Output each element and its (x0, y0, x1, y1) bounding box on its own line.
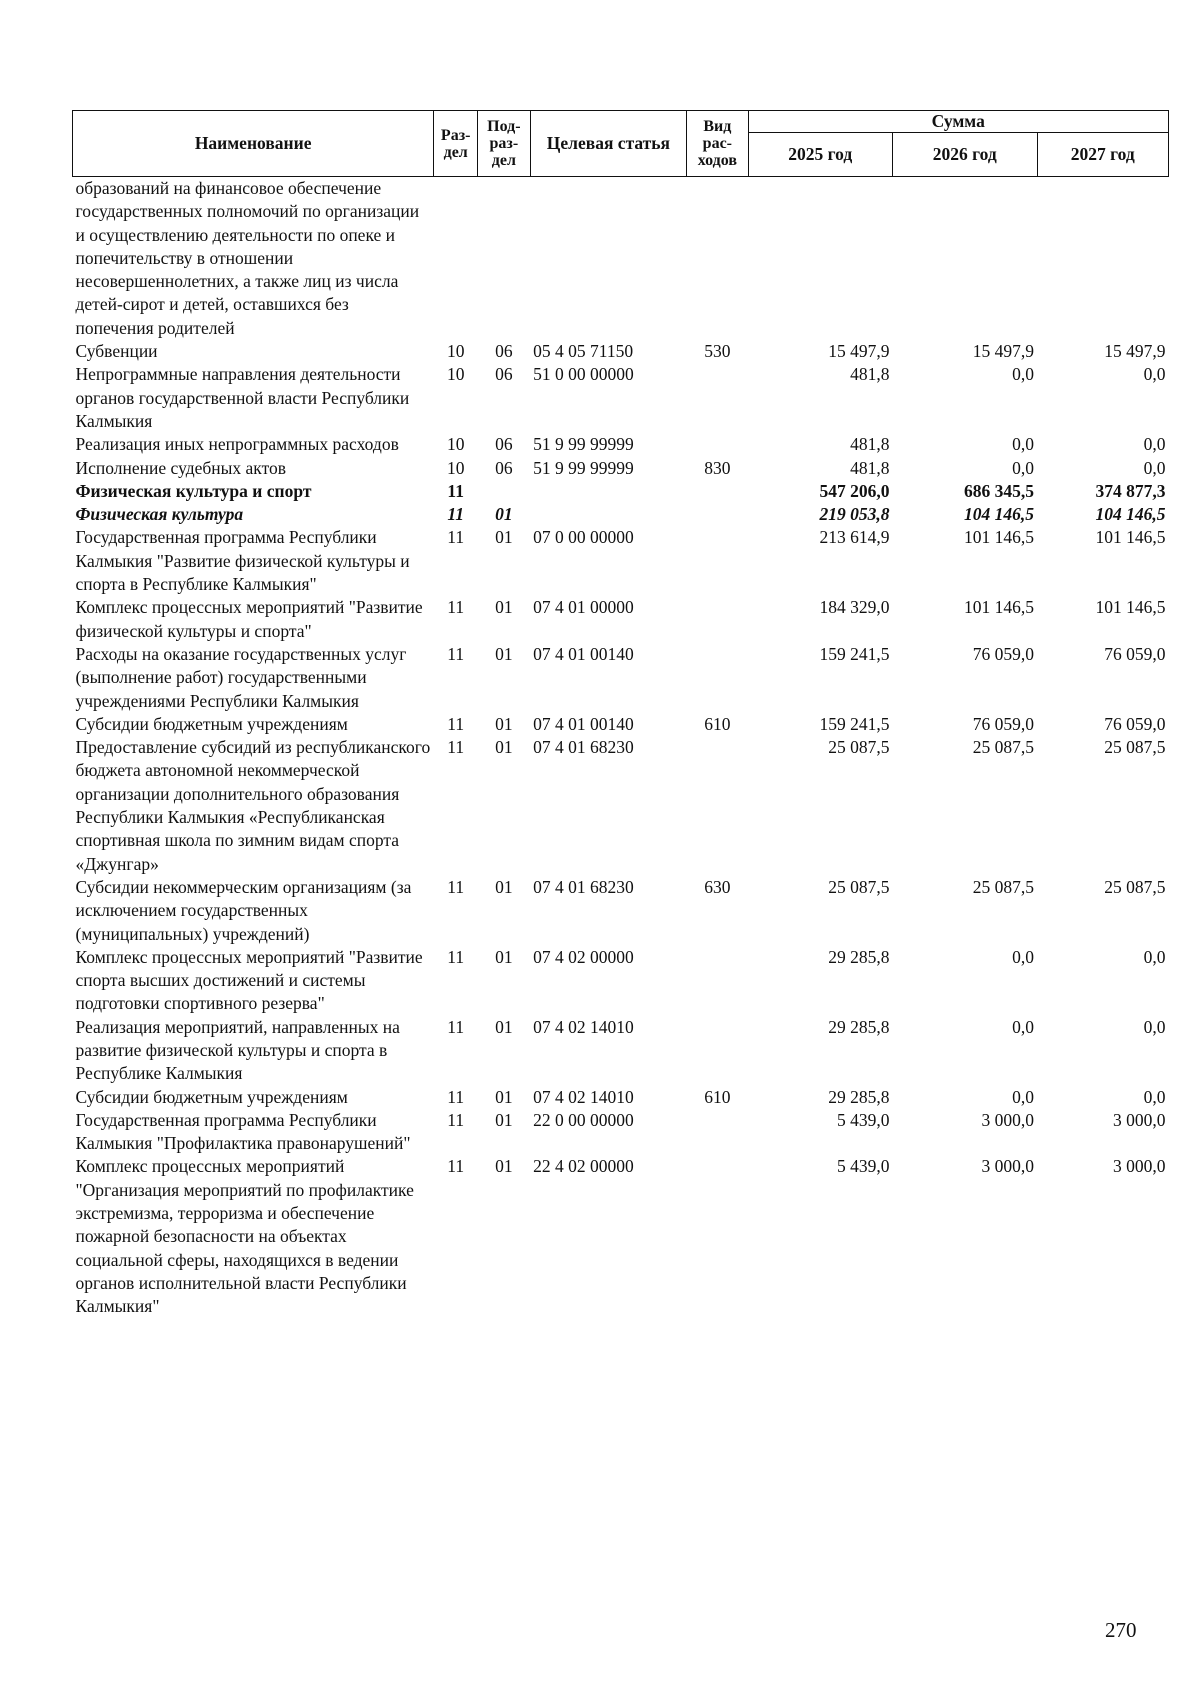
cell-2027: 0,0 (1143, 457, 1166, 478)
cell-vid: 610 (704, 713, 731, 734)
table-row (73, 363, 1169, 433)
cell-target: 22 0 00 00000 (533, 1109, 634, 1130)
cell-razdel: 11 (447, 737, 465, 758)
cell-vid (687, 946, 748, 1016)
cell-2026: 3 000,0 (981, 1156, 1035, 1177)
cell-target: 51 0 00 00000 (533, 364, 634, 385)
cell-2026: 76 059,0 (972, 713, 1035, 734)
cell-2027: 76 059,0 (1104, 643, 1166, 664)
cell-vid (687, 433, 748, 456)
cell-name: Предоставление субсидий из республиканского бюджета автономной некоммерческой организации дополнительного образования Республики Калмыкия «Республиканская спортивная школа по зимним видам спорта «Джунгар» (75, 737, 431, 874)
cell-2027: 101 146,5 (1095, 527, 1166, 548)
cell-razdel: 11 (447, 527, 465, 548)
cell-2026: 25 087,5 (972, 737, 1035, 758)
header-2025: 2025 год (748, 133, 893, 177)
cell-razdel: 11 (447, 946, 465, 967)
cell-2026: 0,0 (1012, 1016, 1035, 1037)
cell-2026: 0,0 (1012, 1086, 1035, 1107)
cell-razdel: 10 (446, 457, 465, 478)
cell-2026: 101 146,5 (964, 527, 1035, 548)
table-row (73, 340, 1169, 363)
cell-2026: 686 345,5 (964, 480, 1035, 501)
cell-vid (687, 503, 748, 526)
cell-razdel: 11 (447, 1156, 465, 1177)
header-name: Наименование (73, 111, 434, 177)
cell-podrazdel: 06 (495, 364, 513, 385)
cell-name: Реализация иных непрограммных расходов (75, 434, 399, 455)
table-row (73, 1155, 1169, 1318)
cell-name: Физическая культура (75, 504, 244, 525)
cell-2025: 159 241,5 (819, 643, 890, 664)
cell-podrazdel: 01 (495, 1016, 513, 1037)
cell-target: 07 4 01 68230 (533, 876, 634, 897)
header-2026: 2026 год (893, 133, 1038, 177)
table-row (73, 526, 1169, 596)
cell-target: 51 9 99 99999 (533, 457, 634, 478)
cell-vid (687, 363, 748, 433)
cell-target: 51 9 99 99999 (533, 434, 634, 455)
cell-name: Субвенции (75, 341, 158, 362)
cell-razdel (434, 177, 478, 341)
cell-2027: 374 877,3 (1095, 480, 1166, 501)
cell-2025: 481,8 (850, 457, 890, 478)
cell-2026: 25 087,5 (972, 876, 1035, 897)
cell-podrazdel: 06 (495, 341, 513, 362)
cell-target: 05 4 05 71150 (533, 341, 634, 362)
cell-2025: 213 614,9 (819, 527, 890, 548)
cell-podrazdel: 01 (495, 643, 513, 664)
cell-2025: 5 439,0 (837, 1109, 890, 1130)
cell-razdel: 11 (447, 876, 465, 897)
cell-vid (687, 596, 748, 643)
cell-vid: 630 (704, 876, 731, 897)
cell-razdel: 11 (447, 1016, 465, 1037)
table-row (73, 736, 1169, 876)
table-row (73, 480, 1169, 503)
cell-podrazdel: 01 (495, 527, 513, 548)
cell-target: 07 4 01 00140 (533, 643, 634, 664)
cell-podrazdel: 01 (495, 597, 513, 618)
table-row (73, 713, 1169, 736)
cell-vid (687, 1016, 748, 1086)
cell-2025: 481,8 (850, 364, 890, 385)
cell-target (530, 480, 687, 503)
table-row (73, 457, 1169, 480)
cell-podrazdel: 06 (495, 434, 513, 455)
cell-vid (687, 526, 748, 596)
cell-vid: 530 (704, 341, 731, 362)
table-row (73, 433, 1169, 456)
cell-razdel: 11 (447, 1109, 465, 1130)
cell-2025: 29 285,8 (828, 946, 890, 967)
cell-2027: 25 087,5 (1104, 876, 1166, 897)
budget-table (72, 110, 1169, 1319)
table-row (73, 876, 1169, 946)
cell-2027: 104 146,5 (1095, 504, 1166, 525)
cell-target: 07 4 02 14010 (533, 1086, 634, 1107)
cell-target: 07 4 02 14010 (533, 1016, 634, 1037)
table-row (73, 946, 1169, 1016)
cell-podrazdel: 01 (495, 1156, 513, 1177)
cell-target (530, 177, 687, 341)
cell-razdel: 11 (447, 597, 465, 618)
cell-2025: 547 206,0 (819, 480, 890, 501)
cell-2026: 0,0 (1012, 434, 1035, 455)
cell-2025: 29 285,8 (828, 1086, 890, 1107)
header-target: Целевая статья (530, 111, 687, 177)
cell-razdel: 10 (446, 364, 465, 385)
table-row (73, 1086, 1169, 1109)
table-body (73, 177, 1169, 1319)
cell-2025: 15 497,9 (828, 341, 890, 362)
cell-razdel: 10 (446, 434, 465, 455)
cell-2026: 101 146,5 (964, 597, 1035, 618)
cell-podrazdel: 01 (495, 1086, 513, 1107)
cell-2027: 0,0 (1143, 364, 1166, 385)
cell-name: образований на финансовое обеспечение государственных полномочий по организации и осуществлению деятельности по опеке и попечительству в отношении несовершеннолетних, а также лиц из числа детей-сирот и детей, оставшихся без попечения родителей (75, 178, 420, 338)
cell-razdel: 11 (447, 480, 464, 501)
cell-target: 07 0 00 00000 (533, 527, 634, 548)
cell-razdel: 11 (447, 504, 464, 525)
cell-2025: 219 053,8 (819, 504, 890, 525)
cell-name: Субсидии некоммерческим организациям (за исключением государственных (муниципальных) учреждений) (75, 876, 412, 944)
cell-razdel: 11 (447, 643, 465, 664)
cell-2027: 0,0 (1143, 1086, 1166, 1107)
cell-2025: 29 285,8 (828, 1016, 890, 1037)
cell-target (530, 503, 687, 526)
cell-name: Субсидии бюджетным учреждениям (75, 1086, 348, 1107)
cell-2026: 104 146,5 (964, 504, 1035, 525)
header-2027: 2027 год (1037, 133, 1168, 177)
cell-vid (687, 1155, 748, 1318)
cell-2027: 0,0 (1143, 434, 1166, 455)
cell-2027: 3 000,0 (1113, 1156, 1166, 1177)
cell-name: Исполнение судебных актов (75, 457, 287, 478)
cell-target: 07 4 01 00000 (533, 597, 634, 618)
cell-2026: 0,0 (1012, 946, 1035, 967)
cell-name: Комплекс процессных мероприятий "Развитие физической культуры и спорта" (75, 597, 423, 641)
table-row (73, 643, 1169, 713)
cell-razdel: 11 (447, 713, 465, 734)
cell-2026: 15 497,9 (972, 341, 1035, 362)
cell-2026: 3 000,0 (981, 1109, 1035, 1130)
table-row (73, 596, 1169, 643)
cell-podrazdel: 01 (495, 504, 513, 525)
cell-2025: 5 439,0 (837, 1156, 890, 1177)
cell-name: Комплекс процессных мероприятий "Организация мероприятий по профилактике экстремизма, терроризма и обеспечение пожарной безопасности на объектах социальной сферы, находящихся в ведении органов исполнительной власти Республики Калмыкия" (75, 1156, 414, 1317)
cell-2025: 25 087,5 (828, 876, 890, 897)
cell-podrazdel: 01 (495, 1109, 513, 1130)
cell-vid (687, 1109, 748, 1156)
cell-podrazdel (478, 480, 531, 503)
cell-2026: 0,0 (1012, 457, 1035, 478)
cell-2025: 481,8 (850, 434, 890, 455)
cell-name: Реализация мероприятий, направленных на развитие физической культуры и спорта в Республике Калмыкия (75, 1016, 400, 1084)
cell-podrazdel: 01 (495, 713, 513, 734)
cell-name: Непрограммные направления деятельности органов государственной власти Республики Калмыкия (75, 364, 410, 431)
cell-2027: 3 000,0 (1113, 1109, 1166, 1130)
cell-target: 07 4 02 00000 (533, 946, 634, 967)
cell-2027: 25 087,5 (1104, 737, 1166, 758)
cell-razdel: 10 (446, 341, 465, 362)
table-row (73, 177, 1169, 341)
cell-2025: 25 087,5 (828, 737, 890, 758)
table-row (73, 1109, 1169, 1156)
cell-2026: 0,0 (1012, 364, 1035, 385)
cell-podrazdel: 01 (495, 946, 513, 967)
cell-target: 07 4 01 00140 (533, 713, 634, 734)
cell-podrazdel: 01 (495, 737, 513, 758)
header-vid: Вид рас-ходов (687, 111, 748, 177)
cell-2027 (1037, 177, 1168, 341)
table-row (73, 1016, 1169, 1086)
page-number: 270 (1105, 1618, 1137, 1642)
cell-2025: 159 241,5 (819, 713, 890, 734)
cell-2026: 76 059,0 (972, 643, 1035, 664)
cell-target: 22 4 02 00000 (533, 1156, 634, 1177)
table-row (73, 503, 1169, 526)
header-sum: Сумма (748, 111, 1169, 133)
cell-2027: 0,0 (1143, 946, 1166, 967)
cell-2027: 15 497,9 (1104, 341, 1166, 362)
cell-name: Физическая культура и спорт (75, 480, 312, 501)
cell-vid (687, 643, 748, 713)
cell-vid (687, 177, 748, 341)
header-podrazdel: Под-раз-дел (478, 111, 531, 177)
cell-name: Государственная программа Республики Калмыкия "Профилактика правонарушений" (75, 1109, 411, 1154)
cell-2027: 101 146,5 (1095, 597, 1166, 618)
cell-target: 07 4 01 68230 (533, 737, 634, 758)
table-header (73, 111, 1169, 177)
cell-name: Субсидии бюджетным учреждениям (75, 713, 348, 734)
cell-name: Комплекс процессных мероприятий "Развитие спорта высших достижений и системы подготовки спортивного резерва" (75, 946, 423, 1014)
header-razdel: Раз-дел (434, 111, 478, 177)
cell-2026 (893, 177, 1038, 341)
cell-name: Государственная программа Республики Калмыкия "Развитие физической культуры и спорта в Республике Калмыкия" (75, 527, 410, 595)
cell-podrazdel: 01 (495, 876, 513, 897)
cell-2025 (748, 177, 893, 341)
cell-vid (687, 736, 748, 876)
cell-razdel: 11 (447, 1086, 465, 1107)
cell-vid: 830 (704, 457, 731, 478)
cell-2025: 184 329,0 (819, 597, 890, 618)
cell-name: Расходы на оказание государственных услуг (выполнение работ) государственными учреждениями Республики Калмыкия (75, 643, 407, 711)
cell-vid (687, 480, 748, 503)
cell-podrazdel: 06 (495, 457, 513, 478)
cell-podrazdel (478, 177, 531, 341)
cell-2027: 0,0 (1143, 1016, 1166, 1037)
cell-vid: 610 (704, 1086, 731, 1107)
cell-2027: 76 059,0 (1104, 713, 1166, 734)
